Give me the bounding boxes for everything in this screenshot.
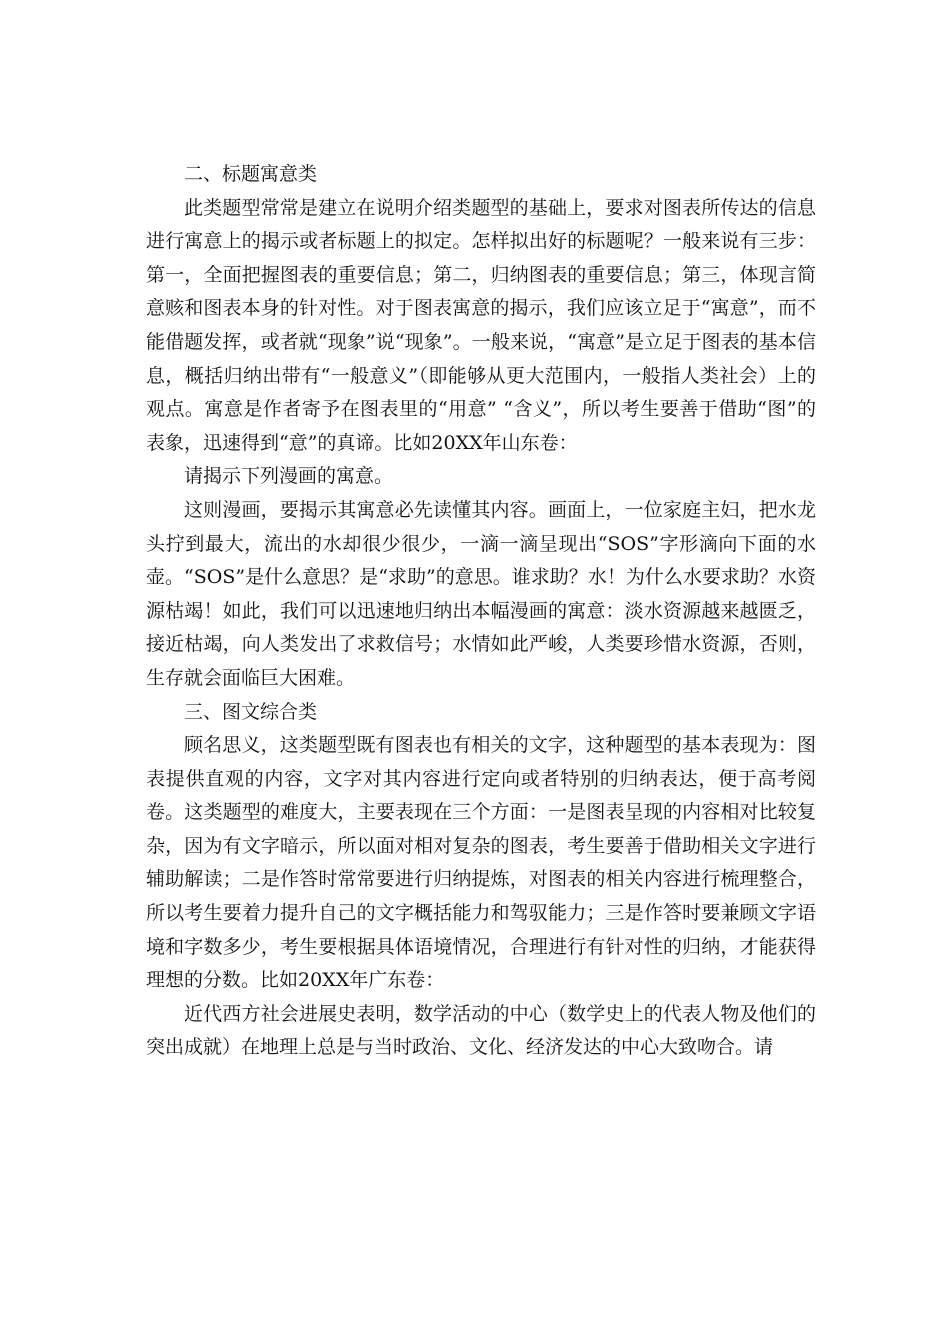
section-heading-text-chart-combined: 三、图文综合类	[184, 700, 318, 723]
paragraph-cartoon-analysis: 这则漫画，要揭示其寓意必先读懂其内容。画面上，一位家庭主妇，把水龙头拧到最大，流出的水却很少很少，一滴一滴呈现出“SOS”字形滴向下面的水壶。“SOS”是什么意思？是“求助”的意思。谁求助？水！为什么水要求助？水资源枯竭！如此，我们可以迅速地归纳出本幅漫画的寓意：淡水资源越来越匮乏，接近枯竭，向人类发出了求救信号；水情如此严峻，人类要珍惜水资源，否则，生存就会面临巨大困难。	[146, 498, 816, 689]
document-page	[146, 158, 816, 1065]
paragraph-math-history: 近代西方社会进展史表明，数学活动的中心（数学史上的代表人物及他们的突出成就）在地理上总是与当时政治、文化、经济发达的中心大致吻合。请	[146, 1002, 816, 1059]
paragraph-combined-intro: 顾名思义，这类题型既有图表也有相关的文字，这种题型的基本表现为：图表提供直观的内容，文字对其内容进行定向或者特别的归纳表达，便于高考阅卷。这类题型的难度大，主要表现在三个方面：一是图表呈现的内容相对比较复杂，因为有文字暗示，所以面对相对复杂的图表，考生要善于借助相关文字进行辅助解读；二是作答时常常要进行归纳提炼，对图表的相关内容进行梳理整合，所以考生要着力提升自己的文字概括能力和驾驭能力；三是作答时要兼顾文字语境和字数多少，考生要根据具体语境情况，合理进行有针对性的归纳，才能获得理想的分数。比如20XX年广东卷：	[146, 734, 816, 992]
section-heading-title-meaning: 二、标题寓意类	[184, 163, 318, 185]
paragraph-title-meaning-intro: 此类题型常常是建立在说明介绍类题型的基础上，要求对图表所传达的信息进行寓意上的揭示或者标题上的拟定。怎样拟出好的标题呢？一般来说有三步：第一，全面把握图表的重要信息；第二，归纳图表的重要信息；第三，体现言简意赅和图表本身的针对性。对于图表寓意的揭示，我们应该立足于“寓意”，而不能借题发挥，或者就“现象”说“现象”。一般来说，“寓意”是立足于图表的基本信息，概括归纳出带有“一般意义”（即能够从更大范围内，一般指人类社会）上的观点。寓意是作者寄予在图表里的“用意” “含义”，所以考生要善于借助“图”的表象，迅速得到“意”的真谛。比如20XX年山东卷：	[146, 196, 816, 454]
paragraph-cartoon-prompt: 请揭示下列漫画的寓意。	[184, 465, 394, 488]
